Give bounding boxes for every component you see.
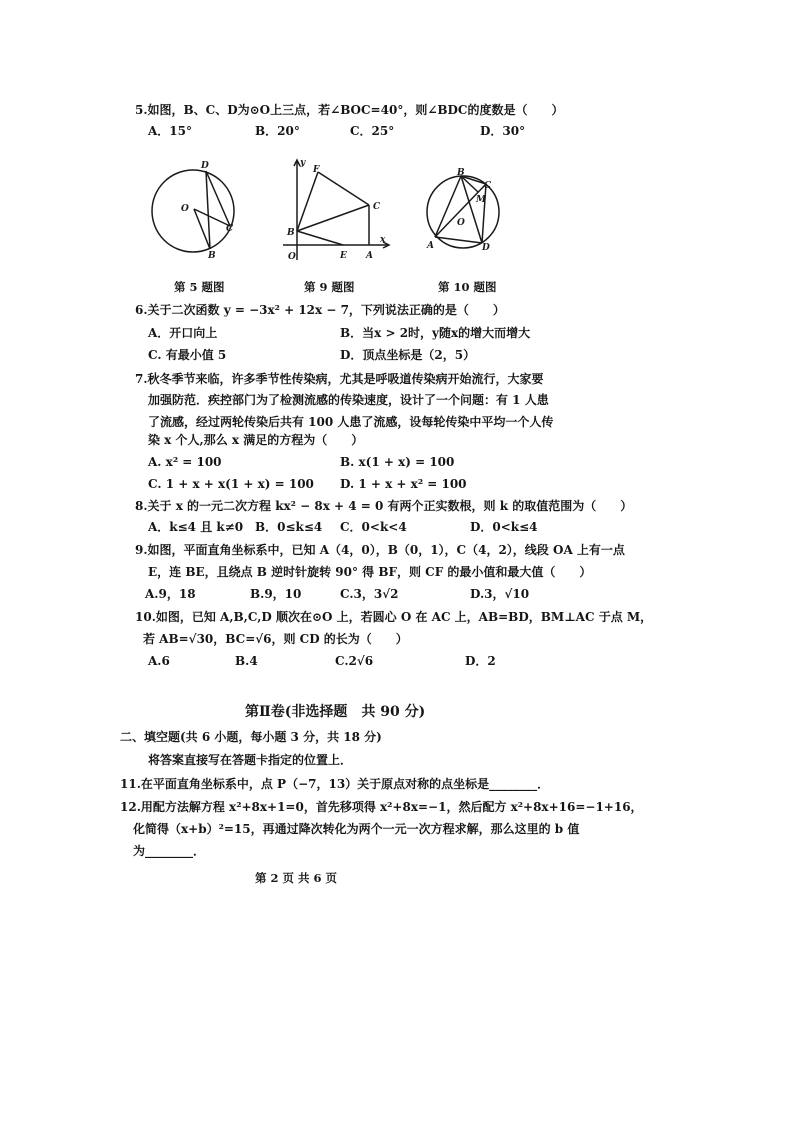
- q5-stem: 5.如图，B、C、D为⊙O上三点，若∠BOC=40°，则∠BDC的度数是（ ）: [135, 103, 564, 117]
- q12-stem-line: 为________．: [133, 844, 206, 858]
- fig9-label-o: O: [288, 252, 296, 262]
- q9-option-b: B.9，10: [250, 587, 302, 601]
- part2-title: 第Ⅱ卷(非选择题 共 90 分): [245, 704, 426, 720]
- fig10-segment-cd: [482, 184, 486, 243]
- figure-10-diagram: [415, 160, 515, 260]
- q5-option-a: A．15°: [148, 124, 193, 138]
- q8-option-d: D．0<k≤4: [470, 520, 538, 534]
- figure-5-diagram: [140, 150, 250, 270]
- q7-option-d: D. 1 + x + x² = 100: [340, 477, 467, 491]
- fig9-label-x: x: [380, 235, 386, 245]
- fig10-label-m: M: [476, 195, 486, 205]
- q7-option-a: A. x² = 100: [148, 455, 222, 469]
- fig10-label-o: O: [457, 218, 465, 228]
- figure-9-caption: 第 9 题图: [304, 280, 355, 294]
- q7-stem-line: 7.秋冬季节来临，许多季节性传染病，尤其是呼吸道传染病开始流行，大家要: [135, 372, 544, 386]
- fig9-label-f: F: [313, 165, 320, 175]
- q6-option-b: B．当x > 2时，y随x的增大而增大: [340, 326, 531, 340]
- fig9-label-b: B: [287, 228, 295, 238]
- fig5-label-d: D: [201, 161, 209, 171]
- section-instruction: 将答案直接写在答题卡指定的位置上．: [148, 753, 353, 767]
- q6-stem: 6.关于二次函数 y = −3x² + 12x − 7，下列说法正确的是（ ）: [135, 303, 505, 317]
- fig5-segment-db: [206, 171, 210, 249]
- q6-option-a: A．开口向上: [148, 326, 218, 340]
- fig9-label-a: A: [366, 251, 373, 261]
- q9-stem-line: 9.如图，平面直角坐标系中，已知 A（4，0），B（0，1），C（4，2），线段 OA 上有一点: [135, 543, 625, 557]
- fig9-segment-bc: [297, 205, 369, 231]
- fig9-label-e: E: [340, 251, 347, 261]
- fig5-label-o: O: [181, 204, 189, 214]
- q8-option-c: C．0<k<4: [340, 520, 407, 534]
- page-footer: 第 2 页 共 6 页: [255, 871, 338, 885]
- q5-option-c: C．25°: [350, 124, 395, 138]
- fig10-label-b: B: [457, 168, 465, 178]
- fig9-segment-be: [297, 231, 343, 245]
- q9-option-d: D.3，√10: [470, 587, 530, 601]
- fig5-label-b: B: [208, 251, 216, 261]
- figure-5-caption: 第 5 题图: [174, 280, 225, 294]
- section-header: 二、填空题(共 6 小题，每小题 3 分，共 18 分): [120, 730, 382, 744]
- q7-stem-line: 染 x 个人,那么 x 满足的方程为（ ）: [148, 433, 364, 447]
- fig10-label-d: D: [482, 243, 490, 253]
- q10-stem-line: 若 AB=√30，BC=√6，则 CD 的长为（ ）: [143, 632, 408, 646]
- q7-option-b: B. x(1 + x) = 100: [340, 455, 455, 469]
- q9-option-a: A.9，18: [145, 587, 196, 601]
- q12-stem-line: 化简得（x+b）²=15，再通过降次转化为两个一元一次方程求解，那么这里的 b 值: [133, 822, 580, 836]
- q10-option-b: B.4: [235, 654, 258, 668]
- q7-option-c: C. 1 + x + x(1 + x) = 100: [148, 477, 314, 491]
- fig5-circle: [152, 170, 234, 252]
- q10-stem-line: 10.如图，已知 A,B,C,D 顺次在⊙O 上，若圆心 O 在 AC 上，AB=BD，BM⊥AC 于点 M，: [135, 610, 653, 624]
- q7-stem-line: 加强防范．疾控部门为了检测流感的传染速度，设计了一个问题：有 1 人患: [148, 393, 549, 407]
- fig5-label-c: C: [226, 224, 234, 234]
- q7-stem-line: 了流感，经过两轮传染后共有 100 人患了流感，设每轮传染中平均一个人传: [148, 415, 554, 429]
- q10-option-d: D．2: [465, 654, 496, 668]
- q6-option-c: C. 有最小值 5: [148, 348, 227, 362]
- q8-stem: 8.关于 x 的一元二次方程 kx² − 8x + 4 = 0 有两个正实数根，则 k 的取值范围为（ ）: [135, 499, 633, 513]
- fig9-segment-bf: [297, 172, 318, 231]
- q5-option-d: D．30°: [480, 124, 526, 138]
- figure-9-diagram: [275, 150, 395, 270]
- q10-option-c: C.2√6: [335, 654, 374, 668]
- fig10-label-c: C: [484, 181, 492, 191]
- q9-stem-line: E，连 BE，且绕点 B 逆时针旋转 90° 得 BF，则 CF 的最小值和最大值（ ）: [148, 565, 592, 579]
- q10-option-a: A.6: [148, 654, 170, 668]
- q8-option-a: A．k≤4 且 k≠0: [148, 520, 244, 534]
- q6-option-d: D．顶点坐标是（2，5）: [340, 348, 476, 362]
- fig9-label-y: y: [300, 158, 306, 168]
- q12-stem-line: 12.用配方法解方程 x²+8x+1=0，首先移项得 x²+8x=−1，然后配方 x²+8x+16=−1+16，: [120, 800, 643, 814]
- fig9-segment-fc: [318, 172, 369, 205]
- figure-10-caption: 第 10 题图: [438, 280, 497, 294]
- q8-option-b: B．0≤k≤4: [255, 520, 323, 534]
- q9-option-c: C.3，3√2: [340, 587, 399, 601]
- fig10-label-a: A: [427, 241, 434, 251]
- q11-stem: 11.在平面直角坐标系中，点 P（−7，13）关于原点对称的点坐标是________．: [120, 777, 550, 791]
- q5-option-b: B．20°: [255, 124, 300, 138]
- fig9-label-c: C: [373, 202, 381, 212]
